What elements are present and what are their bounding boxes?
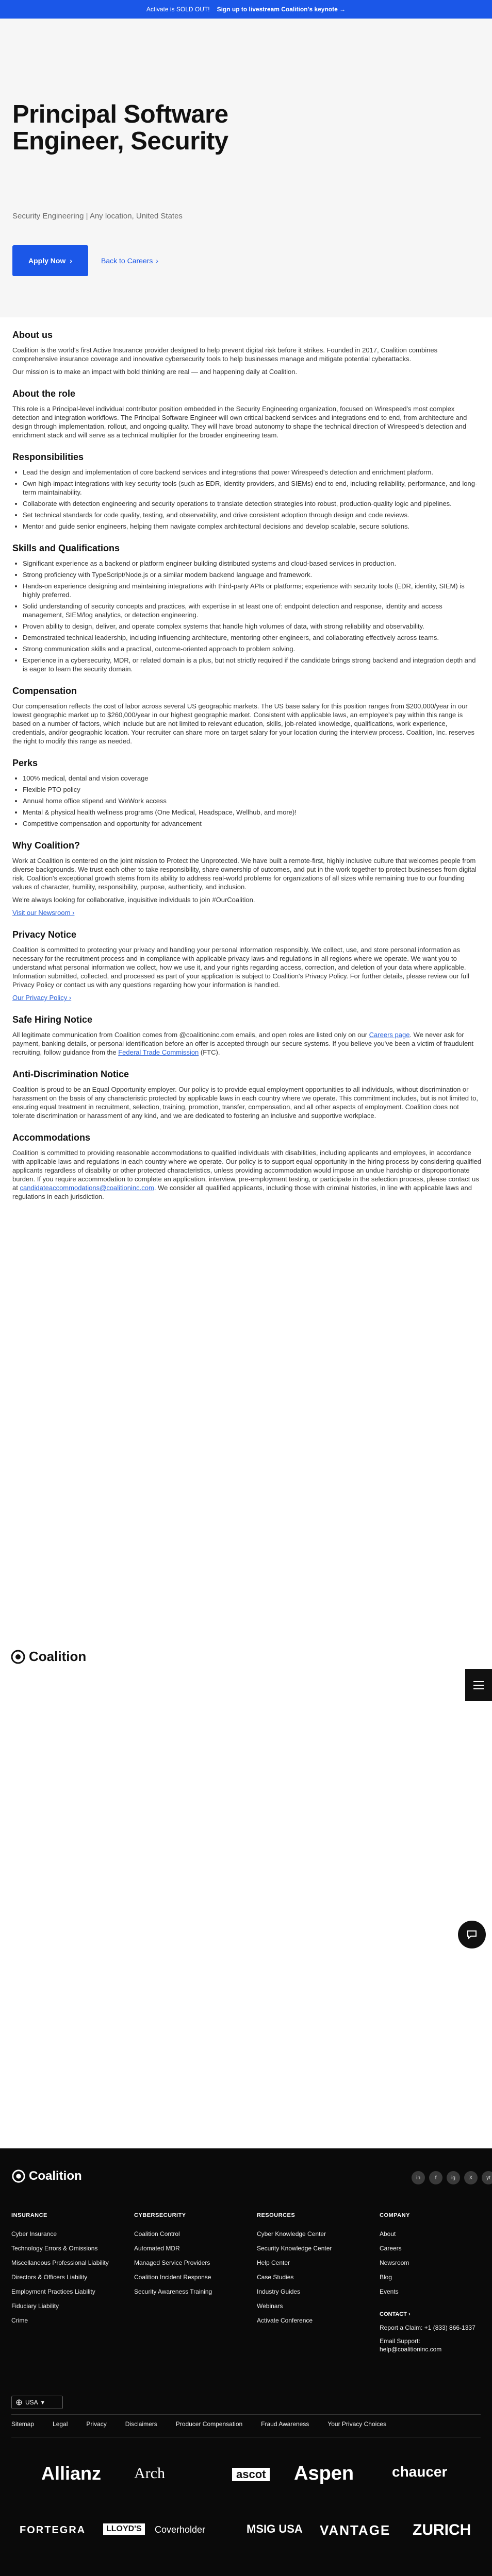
privacy-section: Privacy Notice Coalition is committed to protecting your privacy and handling your personal information responsibly. We collect, use, and store personal information as necessary for the recruitment process and in compliance with applicable privacy laws and regulations in all regions where we operate. We want you to understand what personal information we collect, how we use it, and your rights regarding access, correction, and deletion of your data where applicable. Information submitted, collected, and processed as part of your application is subject to Coalition's Privacy Policy. For further details, please review our full Privacy Policy or contact us with any questions regarding how your information is handled. Our Privacy Policy › — [12, 929, 482, 1002]
list-item: • Mental & physical health wellness programs (One Medical, Headspace, Wellhub, and more)! — [23, 808, 482, 817]
footer-link[interactable]: Coalition Incident Response — [134, 2274, 211, 2281]
social-links — [412, 2171, 492, 2184]
chevron-right-icon: › — [70, 257, 72, 265]
section-heading: Safe Hiring Notice — [12, 1014, 93, 1025]
x-icon[interactable]: X — [464, 2171, 478, 2184]
chevron-down-icon: ▾ — [41, 2399, 44, 2406]
site-footer — [0, 2148, 492, 2576]
partner-logo: LLOYD'S — [103, 2523, 145, 2535]
footer-link[interactable]: Security Awareness Training — [134, 2288, 212, 2295]
menu-button[interactable] — [465, 1669, 492, 1701]
list-item: • Solid understanding of security concepts and practices, with expertise in at least one of: endpoint detection and response, identity and access management, SIEM/log analytics, or detection engineering. — [23, 602, 482, 619]
compensation-section: Compensation Our compensation reflects the cost of labor across several US geographic markets. The US base salary for this position ranges from $200,000/year in our lowest geographic market up to $260,000/year in our highest geographic market. Consistent with applicable laws, an employee's pay within this range is based on a number of factors, which include but are not limited to relevant education, skills, job-related knowledge, qualifications, work experience, credentials, and/or geographic location. Your recruiter can share more on target salary for your location during the interview process. Coalition, Inc. reserves the right to modify this range as needed. — [12, 686, 482, 745]
perks-section — [12, 758, 482, 828]
footer-bottom-link[interactable]: Legal — [53, 2420, 68, 2428]
section-heading: Why Coalition? — [12, 840, 80, 851]
footer-link[interactable]: Industry Guides — [257, 2288, 301, 2295]
claim-phone[interactable]: Report a Claim: +1 (833) 866-1337 — [380, 2324, 475, 2331]
footer-link[interactable]: Security Knowledge Center — [257, 2245, 332, 2252]
announcement-bar — [0, 0, 492, 19]
footer-column-company: COMPANY About Careers Newsroom Blog Events — [380, 2212, 478, 2302]
footer-link[interactable]: Blog — [380, 2274, 392, 2281]
section-heading: Anti-Discrimination Notice — [12, 1069, 129, 1079]
list-item: • Hands-on experience designing and maintaining integrations with third-party APIs or platforms; experience with security tools (EDR, identity, SIEM) is highly preferred. — [23, 582, 482, 599]
section-heading: About the role — [12, 388, 75, 399]
footer-link[interactable]: Help Center — [257, 2259, 290, 2266]
list-item: • Flexible PTO policy — [23, 785, 482, 794]
footer-column-resources: RESOURCES Cyber Knowledge Center Security Knowledge Center Help Center Case Studies Industry Guides Webinars Activate Conference — [257, 2212, 360, 2331]
responsibilities-section — [12, 452, 482, 531]
list-item: • Proven ability to design, deliver, and operate complex systems that handle high volumes of data, with strong reliability and observability. — [23, 622, 482, 631]
footer-link[interactable]: Directors & Officers Liability — [11, 2274, 88, 2281]
chevron-right-icon: › — [156, 257, 159, 265]
back-to-careers-link[interactable]: Back to Careers › — [101, 257, 159, 265]
footer-bottom-links — [11, 2420, 386, 2428]
youtube-icon[interactable]: yt — [482, 2171, 492, 2184]
contact-link[interactable]: CONTACT › — [380, 2311, 411, 2317]
list-item: • Annual home office stipend and WeWork access — [23, 796, 482, 805]
footer-link[interactable]: Newsroom — [380, 2259, 409, 2266]
apply-now-button[interactable]: Apply Now › — [12, 245, 88, 276]
partner-logo: Aspen — [294, 2463, 354, 2484]
section-heading: Compensation — [12, 686, 77, 696]
footer-link[interactable]: Webinars — [257, 2302, 283, 2310]
anti-discrimination-section: Anti-Discrimination Notice Coalition is proud to be an Equal Opportunity employer. Our policy is to provide equal employment opportunities to all individuals, without discrimination or harassment on the basis of any characteristic protected by applicable laws in each country where we operate. This commitment includes, but is not limited to, ensuring equal treatment in recruitment, selection, training, promotion, transfer, compensation, and all other aspects of employment. Coalition does not tolerate discrimination or harassment of any kind, and we are dedicated to fostering an inclusive and supportive workplace. — [12, 1069, 482, 1120]
footer-link[interactable]: Automated MDR — [134, 2245, 180, 2252]
list-item: • Strong communication skills and a practical, outcome-oriented approach to problem solving. — [23, 645, 482, 653]
job-meta: Security Engineering | Any location, United States — [12, 212, 183, 221]
footer-link[interactable]: Cyber Knowledge Center — [257, 2230, 326, 2238]
announcement-link[interactable]: Sign up to livestream Coalition's keynote → — [217, 6, 346, 13]
careers-page-link[interactable]: Careers page — [369, 1031, 410, 1039]
partner-logo: MSIG USA — [247, 2522, 303, 2535]
partner-logo: Coverholder — [155, 2524, 206, 2535]
footer-link[interactable]: Coalition Control — [134, 2230, 180, 2238]
coalition-logo[interactable]: Coalition — [10, 1649, 86, 1665]
list-item: • Strong proficiency with TypeScript/Node.js or a similar modern backend language and framework. — [23, 570, 482, 579]
footer-bottom-link[interactable]: Fraud Awareness — [261, 2420, 309, 2428]
list-item: • Own high-impact integrations with key security tools (such as EDR, identity providers, and SIEMs) end to end, including reliability, performance, and long-term maintainability. — [23, 479, 482, 497]
support-email[interactable]: Email Support: help@coalitioninc.com — [380, 2337, 442, 2353]
section-heading: Responsibilities — [12, 452, 84, 462]
job-description — [12, 330, 482, 1213]
section-heading: About us — [12, 330, 53, 340]
section-heading: Perks — [12, 758, 38, 768]
list-item: • Lead the design and implementation of core backend services and integrations that power Wirespeed's detection and enrichment platform. — [23, 468, 482, 477]
partner-logo: ascot — [232, 2468, 270, 2481]
safe-hiring-section: Safe Hiring Notice All legitimate communication from Coalition comes from @coalitioninc.com emails, and open roles are listed only on our Careers page. We never ask for payment, banking details, or personal identification before an offer is accepted through our secure systems. If you believe you've been a victim of fraudulent recruiting, follow guidance from the Federal Trade Commission (FTC). — [12, 1014, 482, 1057]
newsroom-link[interactable]: Visit our Newsroom › — [12, 909, 75, 917]
list-item: • Set technical standards for code quality, testing, and observability, and drive consistent adoption through design and code reviews. — [23, 511, 482, 519]
footer-bottom-link[interactable]: Your Privacy Choices — [327, 2420, 386, 2428]
partner-logo: VANTAGE — [320, 2522, 391, 2538]
language-select[interactable]: USA ▾ — [11, 2396, 63, 2409]
footer-logo[interactable]: Coalition — [11, 2169, 82, 2183]
footer-link[interactable]: Technology Errors & Omissions — [11, 2245, 98, 2252]
footer-link[interactable]: Activate Conference — [257, 2317, 313, 2324]
chat-button[interactable] — [458, 1921, 486, 1948]
chat-icon — [466, 1929, 478, 1940]
footer-link[interactable]: Crime — [11, 2317, 28, 2324]
partner-logo: FORTEGRA — [20, 2524, 86, 2536]
coalition-mark-icon — [11, 2169, 26, 2183]
globe-icon — [16, 2399, 22, 2405]
list-item: • 100% medical, dental and vision coverage — [23, 774, 482, 783]
partner-logo: chaucer — [392, 2464, 448, 2480]
footer-bottom-link[interactable]: Sitemap — [11, 2420, 35, 2428]
list-item: • Collaborate with detection engineering and security operations to translate detection strategies into robust, production-quality logic and pipelines. — [23, 499, 482, 508]
ftc-link[interactable]: Federal Trade Commission — [118, 1048, 199, 1056]
accommodations-section: Accommodations Coalition is committed to providing reasonable accommodations to qualified individuals with disabilities, including applicants and employees, in accordance with applicable laws and regulations in each country where we operate. Our policy is to support equal opportunity in the hiring process by considering qualified applicants regardless of disability or other protected characteristics, unless providing accommodation would impose an undue hardship or disproportionate burden. If you require accommodation to complete an application, interview, pre-employment testing, or participate in the selection process, please contact us at candidateaccommodations@coalitioninc.com. We consider all qualified applicants, including those with criminal histories, in line with applicable laws and regulations in each jurisdiction. — [12, 1132, 482, 1200]
footer-link[interactable]: Fiduciary Liability — [11, 2302, 59, 2310]
section-heading: Accommodations — [12, 1132, 91, 1143]
partner-logo: ZURICH — [413, 2521, 471, 2538]
about-role-section: About the role This role is a Principal-level individual contributor position embedded in the Security Engineering organization, focused on Wirespeed's most complex detection and integration workflows. The Principal Software Engineer will own critical backend services and integrations end to end, from architecture and design through implementation, rollout, and ongoing quality. They will have broad autonomy to shape the technical direction of Wirespeed's detection and enrichment stack and will serve as a technical multiplier for the broader engineering team. — [12, 388, 482, 439]
footer-bottom-link[interactable]: Producer Compensation — [175, 2420, 243, 2428]
footer-link[interactable]: Miscellaneous Professional Liability — [11, 2259, 109, 2266]
why-coalition-section: Why Coalition? Work at Coalition is centered on the joint mission to Protect the Unprotected. We have built a remote-first, highly inclusive culture that welcomes people from diverse backgrounds. We trust each other to take responsibility, share ownership of outcomes, and put in the work together to protect businesses from digital risk. Coalition's exceptional growth stems from its ability to address real-world problems for organizations of all sizes while remaining true to our founding values of character, humility, responsibility, purpose, authenticity, and inclusion. We're always looking for collaborative, inquisitive individuals to join #OurCoalition. Visit our Newsroom › — [12, 840, 482, 917]
partner-logo: Allianz — [41, 2463, 102, 2484]
linkedin-icon[interactable]: in — [412, 2171, 425, 2184]
list-item: • Demonstrated technical leadership, including influencing architecture, mentoring other engineers, and collaborating effectively across teams. — [23, 633, 482, 642]
footer-link[interactable]: Employment Practices Liability — [11, 2288, 95, 2295]
hero-section — [0, 19, 492, 317]
footer-contact — [380, 2311, 478, 2359]
divider — [11, 2414, 481, 2415]
coalition-mark-icon — [10, 1649, 26, 1665]
hamburger-icon — [473, 1681, 484, 1689]
instagram-icon[interactable]: ig — [447, 2171, 460, 2184]
footer-column-cybersecurity: CYBERSECURITY Coalition Control Automated MDR Managed Service Providers Coalition Incident Response Security Awareness Training — [134, 2212, 237, 2302]
list-item: • Experience in a cybersecurity, MDR, or related domain is a plus, but not strictly required if the candidate brings strong backend and integration depth and is eager to learn the security domain. — [23, 656, 482, 673]
footer-bottom-link[interactable]: Privacy — [86, 2420, 107, 2428]
facebook-icon[interactable]: f — [429, 2171, 442, 2184]
footer-link[interactable]: Events — [380, 2288, 399, 2295]
page-title: Principal Software Engineer, Security — [12, 100, 228, 155]
partner-logos — [0, 2447, 492, 2576]
footer-column-insurance: INSURANCE Cyber Insurance Technology Errors & Omissions Miscellaneous Professional Liability Directors & Officers Liability Employment Practices Liability Fiduciary Liability Crime — [11, 2212, 114, 2331]
footer-link[interactable]: Careers — [380, 2245, 402, 2252]
accommodations-email-link[interactable]: candidateaccommodations@coalitioninc.com — [20, 1184, 154, 1192]
about-us-section: About us Coalition is the world's first Active Insurance provider designed to help prevent digital risk before it strikes. Founded in 2017, Coalition combines comprehensive insurance coverage and innovative cybersecurity tools to help businesses manage and mitigate potential cyberattacks. Our mission is to make an impact with bold thinking are real — and happening daily at Coalition. — [12, 330, 482, 376]
footer-link[interactable]: Case Studies — [257, 2274, 294, 2281]
list-item: • Competitive compensation and opportunity for advancement — [23, 819, 482, 828]
footer-link[interactable]: Managed Service Providers — [134, 2259, 210, 2266]
list-item: • Significant experience as a backend or platform engineer building distributed systems and cloud-based services in production. — [23, 559, 482, 568]
skills-section — [12, 543, 482, 673]
section-heading: Skills and Qualifications — [12, 543, 120, 553]
footer-link[interactable]: About — [380, 2230, 396, 2238]
partner-logo: Arch — [134, 2465, 165, 2482]
footer-bottom-link[interactable]: Disclaimers — [125, 2420, 157, 2428]
section-heading: Privacy Notice — [12, 929, 77, 940]
footer-link[interactable]: Cyber Insurance — [11, 2230, 57, 2238]
list-item: • Mentor and guide senior engineers, helping them navigate complex architectural decisions and develop scalable, secure solutions. — [23, 522, 482, 531]
announcement-text: Activate is SOLD OUT! — [146, 6, 210, 13]
privacy-policy-link[interactable]: Our Privacy Policy › — [12, 994, 72, 1002]
